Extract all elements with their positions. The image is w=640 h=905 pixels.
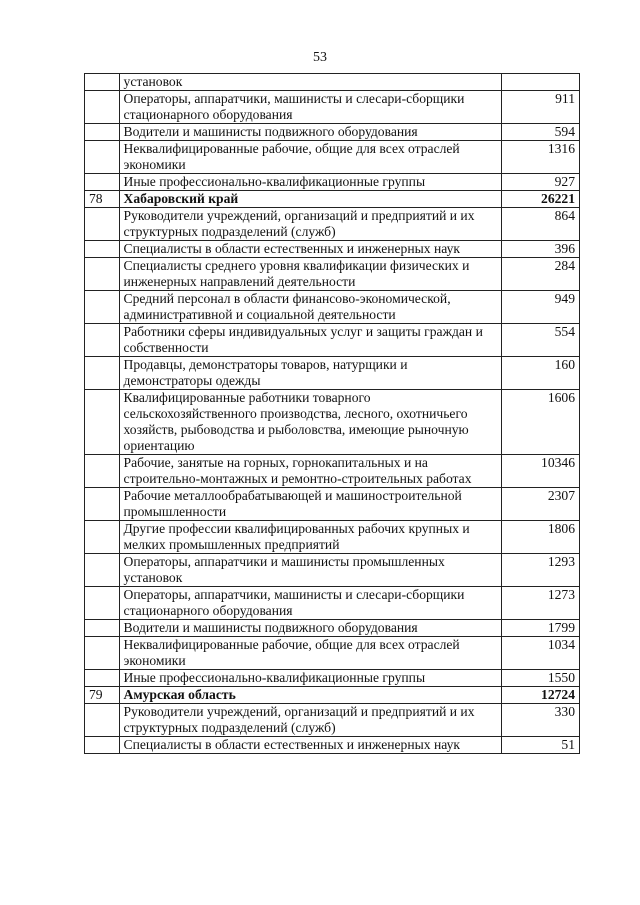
row-number <box>85 670 120 687</box>
row-number <box>85 74 120 91</box>
row-number: 79 <box>85 687 120 704</box>
table-row <box>85 670 580 687</box>
table-row <box>85 554 580 587</box>
occupation-count: 554 <box>501 324 580 357</box>
row-number <box>85 91 120 124</box>
row-number <box>85 521 120 554</box>
region-row <box>85 191 580 208</box>
occupation-group-label: Операторы, аппаратчики, машинисты и слесари-сборщики стационарного оборудования <box>119 587 501 620</box>
occupation-count: 160 <box>501 357 580 390</box>
row-number <box>85 124 120 141</box>
occupation-group-label: Специалисты в области естественных и инженерных наук <box>119 241 501 258</box>
row-number <box>85 258 120 291</box>
occupation-group-label: Операторы, аппаратчики и машинисты промышленных установок <box>119 554 501 587</box>
row-number <box>85 174 120 191</box>
occupation-group-label: Специалисты в области естественных и инженерных наук <box>119 737 501 754</box>
table-row <box>85 390 580 455</box>
occupation-count: 1273 <box>501 587 580 620</box>
table-row <box>85 620 580 637</box>
occupation-group-label: Специалисты среднего уровня квалификации физических и инженерных направлений деятельности <box>119 258 501 291</box>
occupation-group-label: Квалифицированные работники товарного сельскохозяйственного производства, лесного, охотничьего хозяйств, рыбоводства и рыболовства, имеющие рыночную ориентацию <box>119 390 501 455</box>
region-row <box>85 687 580 704</box>
occupation-group-label: Руководители учреждений, организаций и предприятий и их структурных подразделений (служб) <box>119 208 501 241</box>
row-number <box>85 704 120 737</box>
table-row <box>85 587 580 620</box>
occupation-group-label: установок <box>119 74 501 91</box>
occupation-group-label: Другие профессии квалифицированных рабочих крупных и мелких промышленных предприятий <box>119 521 501 554</box>
table-row <box>85 704 580 737</box>
occupation-count: 2307 <box>501 488 580 521</box>
occupation-group-label: Водители и машинисты подвижного оборудования <box>119 620 501 637</box>
table-row <box>85 357 580 390</box>
occupation-count: 1799 <box>501 620 580 637</box>
table-row <box>85 208 580 241</box>
table-row <box>85 521 580 554</box>
table-row <box>85 324 580 357</box>
occupation-count: 594 <box>501 124 580 141</box>
occupation-count <box>501 74 580 91</box>
occupation-group-label: Неквалифицированные рабочие, общие для всех отраслей экономики <box>119 141 501 174</box>
occupation-count: 1606 <box>501 390 580 455</box>
table-row <box>85 141 580 174</box>
occupation-count: 864 <box>501 208 580 241</box>
occupation-group-label: Рабочие, занятые на горных, горнокапитальных и на строительно-монтажных и ремонтно-строительных работах <box>119 455 501 488</box>
row-number <box>85 208 120 241</box>
row-number <box>85 488 120 521</box>
occupation-count: 396 <box>501 241 580 258</box>
table-row <box>85 258 580 291</box>
table-row <box>85 455 580 488</box>
row-number <box>85 587 120 620</box>
occupation-group-label: Иные профессионально-квалификационные группы <box>119 174 501 191</box>
row-number <box>85 637 120 670</box>
table-row <box>85 291 580 324</box>
occupation-count: 330 <box>501 704 580 737</box>
occupation-count: 51 <box>501 737 580 754</box>
table-row <box>85 737 580 754</box>
occupation-group-label: Иные профессионально-квалификационные группы <box>119 670 501 687</box>
occupation-group-label: Руководители учреждений, организаций и предприятий и их структурных подразделений (служб) <box>119 704 501 737</box>
table-row <box>85 488 580 521</box>
occupation-count: 1293 <box>501 554 580 587</box>
occupation-group-label: Операторы, аппаратчики, машинисты и слесари-сборщики стационарного оборудования <box>119 91 501 124</box>
row-number <box>85 554 120 587</box>
occupation-count: 1316 <box>501 141 580 174</box>
region-name: Амурская область <box>119 687 501 704</box>
occupation-group-label: Рабочие металлообрабатывающей и машиностроительной промышленности <box>119 488 501 521</box>
occupation-count: 1550 <box>501 670 580 687</box>
row-number <box>85 737 120 754</box>
row-number <box>85 241 120 258</box>
table-row <box>85 174 580 191</box>
row-number <box>85 291 120 324</box>
occupation-table <box>84 73 580 754</box>
occupation-count: 949 <box>501 291 580 324</box>
region-name: Хабаровский край <box>119 191 501 208</box>
region-total: 12724 <box>501 687 580 704</box>
occupation-count: 284 <box>501 258 580 291</box>
occupation-group-label: Средний персонал в области финансово-экономической, административной и социальной деятельности <box>119 291 501 324</box>
occupation-count: 1806 <box>501 521 580 554</box>
table-row <box>85 241 580 258</box>
table-body <box>85 74 580 754</box>
occupation-count: 911 <box>501 91 580 124</box>
occupation-group-label: Продавцы, демонстраторы товаров, натурщики и демонстраторы одежды <box>119 357 501 390</box>
table-row <box>85 74 580 91</box>
row-number <box>85 141 120 174</box>
occupation-count: 10346 <box>501 455 580 488</box>
row-number <box>85 390 120 455</box>
row-number: 78 <box>85 191 120 208</box>
table-row <box>85 124 580 141</box>
occupation-group-label: Водители и машинисты подвижного оборудования <box>119 124 501 141</box>
table-row <box>85 91 580 124</box>
row-number <box>85 357 120 390</box>
region-total: 26221 <box>501 191 580 208</box>
occupation-group-label: Неквалифицированные рабочие, общие для всех отраслей экономики <box>119 637 501 670</box>
row-number <box>85 324 120 357</box>
row-number <box>85 620 120 637</box>
row-number <box>85 455 120 488</box>
occupation-group-label: Работники сферы индивидуальных услуг и защиты граждан и собственности <box>119 324 501 357</box>
occupation-count: 1034 <box>501 637 580 670</box>
table-row <box>85 637 580 670</box>
page-number: 53 <box>313 50 327 65</box>
occupation-count: 927 <box>501 174 580 191</box>
